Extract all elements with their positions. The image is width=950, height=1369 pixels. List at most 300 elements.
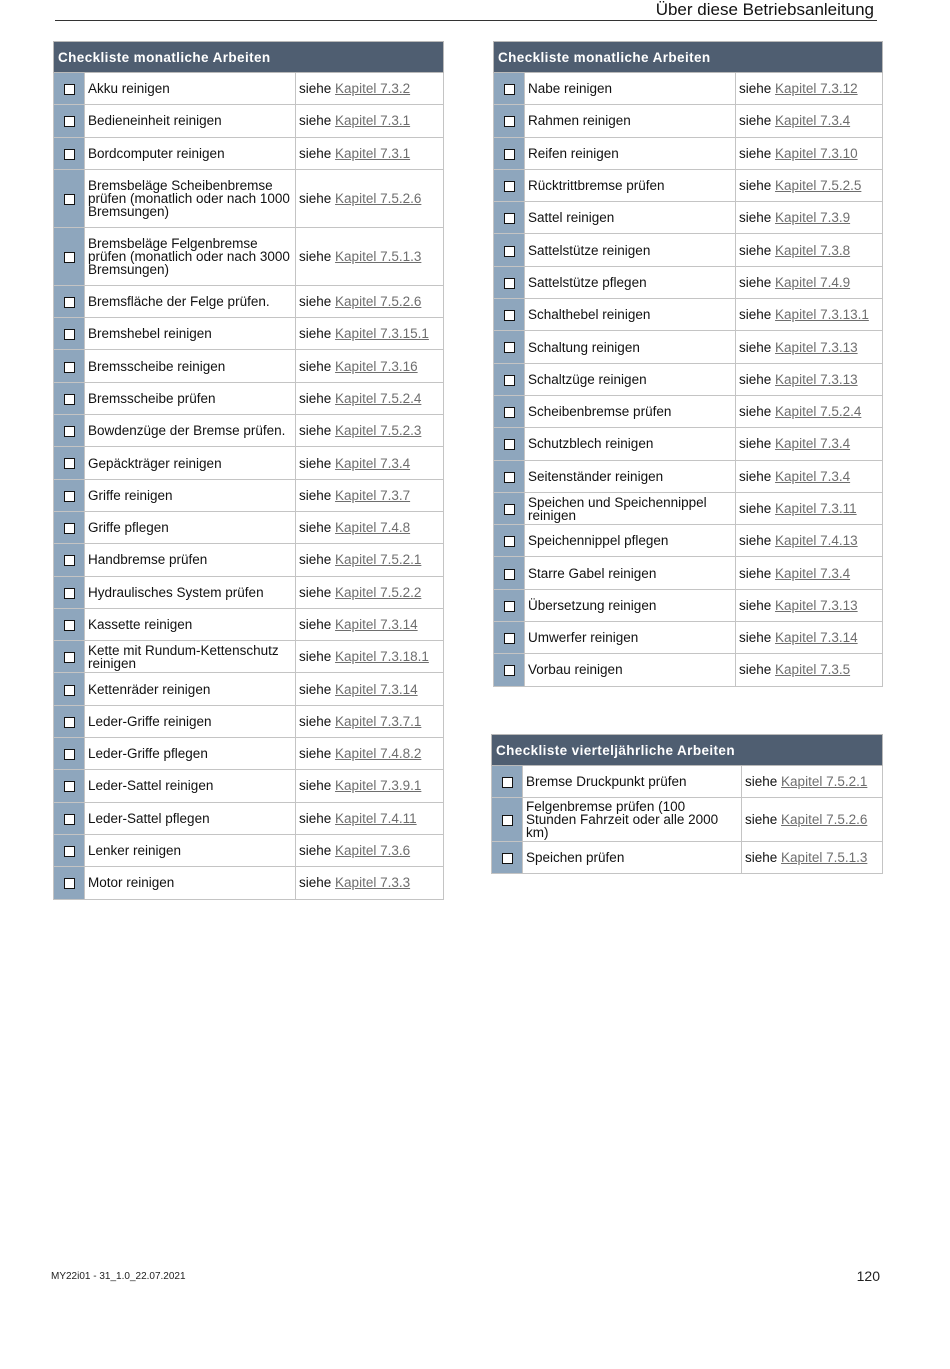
checkbox-icon[interactable] [64, 84, 75, 95]
reference-prefix: siehe [739, 404, 772, 420]
task-label: Leder-Griffe reinigen [85, 705, 296, 737]
checkbox-icon[interactable] [64, 878, 75, 889]
checkbox-cell [494, 266, 525, 298]
reference-cell [736, 299, 883, 331]
checkbox-cell [54, 382, 85, 414]
checkbox-cell [54, 137, 85, 169]
reference-prefix: siehe [299, 746, 332, 762]
chapter-link[interactable]: Kapitel 7.5.1.3 [335, 248, 422, 264]
checkbox-icon[interactable] [64, 685, 75, 696]
reference-prefix: siehe [739, 468, 772, 484]
checkbox-cell [54, 350, 85, 382]
reference-prefix: siehe [739, 597, 772, 613]
checklist-row [54, 770, 444, 802]
reference-prefix: siehe [739, 81, 772, 97]
reference-cell [736, 363, 883, 395]
reference-cell [742, 798, 883, 842]
checkbox-cell [54, 318, 85, 350]
task-label: Griffe pflegen [85, 511, 296, 543]
checklist-row [54, 608, 444, 640]
task-label: Akku reinigen [85, 73, 296, 105]
checkbox-icon[interactable] [64, 652, 75, 663]
checkbox-icon[interactable] [64, 194, 75, 205]
chapter-link[interactable]: Kapitel 7.3.3 [335, 875, 411, 891]
checkbox-cell [54, 641, 85, 673]
checkbox-cell [54, 576, 85, 608]
task-label: Bremse Druckpunkt prüfen [523, 766, 742, 798]
reference-prefix: siehe [299, 810, 332, 826]
task-label: Speichennippel pflegen [525, 525, 736, 557]
checklist-row [54, 415, 444, 447]
chapter-link[interactable]: Kapitel 7.3.14 [335, 681, 418, 697]
reference-cell [296, 576, 444, 608]
task-label: Leder-Griffe pflegen [85, 738, 296, 770]
chapter-link[interactable]: Kapitel 7.4.8.2 [335, 746, 422, 762]
task-label: Felgenbremse prüfen (100 Stunden Fahrzeit oder alle 2000 km) [523, 798, 742, 842]
reference-prefix: siehe [739, 274, 772, 290]
reference-prefix: siehe [299, 113, 332, 129]
checkbox-cell [494, 589, 525, 621]
checklist-row [494, 73, 883, 105]
checkbox-icon[interactable] [64, 749, 75, 760]
chapter-link[interactable]: Kapitel 7.3.13 [775, 597, 858, 613]
checklist-row [494, 654, 883, 686]
checkbox-cell [54, 544, 85, 576]
reference-cell [736, 73, 883, 105]
checkbox-icon[interactable] [64, 329, 75, 340]
reference-cell [296, 479, 444, 511]
chapter-link[interactable]: Kapitel 7.3.2 [335, 81, 411, 97]
reference-prefix: siehe [745, 774, 778, 789]
reference-prefix: siehe [299, 681, 332, 697]
chapter-link[interactable]: Kapitel 7.5.2.1 [335, 552, 422, 568]
footer-doc-id: MY22i01 - 31_1.0_22.07.2021 [51, 1271, 186, 1282]
checkbox-icon[interactable] [64, 588, 75, 599]
task-label: Nabe reinigen [525, 73, 736, 105]
reference-cell [296, 834, 444, 866]
chapter-link[interactable]: Kapitel 7.3.4 [775, 113, 851, 129]
chapter-link[interactable]: Kapitel 7.3.9 [775, 210, 851, 226]
reference-prefix: siehe [299, 81, 332, 97]
checklist-row [494, 331, 883, 363]
task-label: Kettenräder reinigen [85, 673, 296, 705]
checkbox-cell [54, 73, 85, 105]
checkbox-cell [54, 447, 85, 479]
checkbox-icon[interactable] [64, 149, 75, 160]
checkbox-icon[interactable] [504, 504, 515, 515]
reference-prefix: siehe [299, 617, 332, 632]
reference-cell [296, 137, 444, 169]
checklist-title: Checkliste vierteljährliche Arbeiten [492, 735, 883, 766]
reference-cell [296, 447, 444, 479]
checklist-monthly-right [493, 41, 883, 687]
task-label: Griffe reinigen [85, 479, 296, 511]
checklist-row [494, 395, 883, 427]
checklist-row [494, 525, 883, 557]
reference-prefix: siehe [299, 875, 332, 891]
checklist-row [54, 227, 444, 285]
task-label: Sattelstütze pflegen [525, 266, 736, 298]
reference-prefix: siehe [739, 242, 772, 258]
chapter-link[interactable]: Kapitel 7.4.8 [335, 520, 411, 536]
reference-cell [296, 415, 444, 447]
task-label: Bremsbeläge Felgenbremse prüfen (monatlich oder nach 3000 Bremsungen) [85, 227, 296, 285]
chapter-link[interactable]: Kapitel 7.5.1.3 [781, 850, 868, 865]
reference-cell [736, 428, 883, 460]
reference-cell [296, 169, 444, 227]
task-label: Sattelstütze reinigen [525, 234, 736, 266]
chapter-link[interactable]: Kapitel 7.4.13 [775, 533, 858, 549]
chapter-link[interactable]: Kapitel 7.3.14 [775, 630, 858, 646]
checkbox-icon[interactable] [502, 777, 513, 788]
chapter-link[interactable]: Kapitel 7.3.4 [775, 468, 851, 484]
checklist-row [494, 557, 883, 589]
reference-cell [736, 234, 883, 266]
checkbox-cell [54, 105, 85, 137]
chapter-link[interactable]: Kapitel 7.3.18.1 [335, 649, 429, 665]
chapter-link[interactable]: Kapitel 7.3.13 [775, 371, 858, 387]
chapter-link[interactable]: Kapitel 7.3.13 [775, 339, 858, 355]
reference-prefix: siehe [299, 649, 332, 665]
checkbox-cell [54, 608, 85, 640]
checkbox-cell [494, 169, 525, 201]
reference-cell [296, 285, 444, 317]
reference-prefix: siehe [745, 850, 778, 865]
chapter-link[interactable]: Kapitel 7.3.15.1 [335, 326, 429, 342]
checklist-row [494, 105, 883, 137]
checkbox-cell [494, 331, 525, 363]
checkbox-icon[interactable] [64, 491, 75, 502]
reference-prefix: siehe [739, 662, 772, 678]
checkbox-icon[interactable] [504, 407, 515, 418]
chapter-link[interactable]: Kapitel 7.3.9.1 [335, 778, 422, 794]
chapter-link[interactable]: Kapitel 7.3.7.1 [335, 713, 422, 729]
chapter-link[interactable]: Kapitel 7.3.4 [775, 436, 851, 452]
checklist-row [492, 842, 883, 874]
checklist-row [54, 285, 444, 317]
reference-cell [296, 227, 444, 285]
checklist-title: Checkliste monatliche Arbeiten [494, 42, 883, 73]
checkbox-icon[interactable] [504, 213, 515, 224]
checkbox-icon[interactable] [64, 458, 75, 469]
reference-prefix: siehe [299, 145, 332, 161]
reference-cell [742, 766, 883, 798]
task-label: Schalthebel reinigen [525, 299, 736, 331]
task-label: Speichen prüfen [523, 842, 742, 874]
reference-prefix: siehe [299, 552, 332, 568]
reference-cell [296, 511, 444, 543]
reference-cell [736, 557, 883, 589]
checkbox-icon[interactable] [64, 523, 75, 534]
checkbox-icon[interactable] [504, 181, 515, 192]
chapter-link[interactable]: Kapitel 7.3.16 [335, 358, 418, 374]
checklist-row [54, 479, 444, 511]
task-label: Schaltung reinigen [525, 331, 736, 363]
checklist-row [54, 447, 444, 479]
checkbox-cell [494, 460, 525, 492]
checkbox-cell [54, 770, 85, 802]
checkbox-icon[interactable] [504, 375, 515, 386]
checkbox-icon[interactable] [504, 84, 515, 95]
reference-cell [296, 105, 444, 137]
checkbox-icon[interactable] [64, 362, 75, 373]
checkbox-cell [54, 169, 85, 227]
task-label: Starre Gabel reinigen [525, 557, 736, 589]
chapter-link[interactable]: Kapitel 7.3.10 [775, 145, 858, 161]
checkbox-cell [494, 428, 525, 460]
checkbox-cell [494, 557, 525, 589]
checkbox-cell [494, 395, 525, 427]
checklist-row [54, 802, 444, 834]
checklist-row [54, 641, 444, 673]
reference-prefix: siehe [739, 436, 772, 452]
task-label: Handbremse prüfen [85, 544, 296, 576]
chapter-link[interactable]: Kapitel 7.3.14 [335, 617, 418, 632]
chapter-link[interactable]: Kapitel 7.4.9 [775, 274, 851, 290]
task-label: Schutzblech reinigen [525, 428, 736, 460]
reference-prefix: siehe [739, 501, 772, 516]
page-header-title: Über diese Betriebsanleitung [655, 0, 874, 19]
reference-prefix: siehe [299, 294, 332, 310]
chapter-link[interactable]: Kapitel 7.5.2.6 [335, 190, 422, 206]
reference-prefix: siehe [299, 455, 332, 471]
checkbox-icon[interactable] [504, 665, 515, 676]
checkbox-cell [54, 673, 85, 705]
checkbox-cell [54, 834, 85, 866]
checkbox-cell [494, 654, 525, 686]
header-rule [55, 20, 877, 21]
reference-cell [296, 673, 444, 705]
checkbox-icon[interactable] [504, 601, 515, 612]
chapter-link[interactable]: Kapitel 7.3.7 [335, 487, 411, 503]
reference-prefix: siehe [299, 190, 332, 206]
task-label: Rahmen reinigen [525, 105, 736, 137]
checkbox-icon[interactable] [64, 814, 75, 825]
checklist-row [54, 705, 444, 737]
reference-cell [296, 867, 444, 899]
chapter-link[interactable]: Kapitel 7.3.8 [775, 242, 851, 258]
chapter-link[interactable]: Kapitel 7.5.2.6 [781, 812, 868, 827]
reference-prefix: siehe [739, 113, 772, 129]
checkbox-cell [494, 202, 525, 234]
reference-cell [736, 105, 883, 137]
checkbox-cell [492, 766, 523, 798]
reference-cell [736, 395, 883, 427]
checkbox-cell [54, 802, 85, 834]
checklist-row [494, 622, 883, 654]
reference-prefix: siehe [299, 390, 332, 406]
reference-prefix: siehe [299, 584, 332, 600]
checklist-row [494, 492, 883, 524]
checkbox-icon[interactable] [64, 116, 75, 127]
checklist-row [494, 589, 883, 621]
checkbox-icon[interactable] [504, 116, 515, 127]
checklist-row [494, 428, 883, 460]
checkbox-icon[interactable] [64, 394, 75, 405]
task-label: Leder-Sattel reinigen [85, 770, 296, 802]
reference-prefix: siehe [739, 210, 772, 226]
checklist-row [54, 137, 444, 169]
task-label: Gepäckträger reinigen [85, 447, 296, 479]
task-label: Schaltzüge reinigen [525, 363, 736, 395]
task-label: Lenker reinigen [85, 834, 296, 866]
checklist-row [54, 169, 444, 227]
reference-prefix: siehe [745, 812, 778, 827]
checkbox-icon[interactable] [64, 297, 75, 308]
checkbox-icon[interactable] [504, 536, 515, 547]
task-label: Sattel reinigen [525, 202, 736, 234]
chapter-link[interactable]: Kapitel 7.3.13.1 [775, 307, 869, 323]
chapter-link[interactable]: Kapitel 7.3.11 [775, 501, 857, 516]
chapter-link[interactable]: Kapitel 7.5.2.4 [775, 404, 862, 420]
chapter-link[interactable]: Kapitel 7.3.12 [775, 81, 858, 97]
chapter-link[interactable]: Kapitel 7.5.2.3 [335, 423, 422, 439]
checkbox-cell [54, 285, 85, 317]
checkbox-icon[interactable] [504, 439, 515, 450]
checkbox-icon[interactable] [64, 252, 75, 263]
checkbox-icon[interactable] [504, 246, 515, 257]
checkbox-icon[interactable] [504, 278, 515, 289]
task-label: Scheibenbremse prüfen [525, 395, 736, 427]
chapter-link[interactable]: Kapitel 7.5.2.4 [335, 390, 422, 406]
checkbox-cell [54, 415, 85, 447]
reference-prefix: siehe [299, 423, 332, 439]
chapter-link[interactable]: Kapitel 7.3.1 [335, 113, 411, 129]
chapter-link[interactable]: Kapitel 7.3.6 [335, 843, 411, 859]
checkbox-cell [54, 511, 85, 543]
reference-cell [742, 842, 883, 874]
reference-cell [736, 654, 883, 686]
checkbox-icon[interactable] [504, 569, 515, 580]
reference-prefix: siehe [739, 371, 772, 387]
checkbox-cell [54, 738, 85, 770]
checkbox-cell [494, 137, 525, 169]
checkbox-icon[interactable] [64, 620, 75, 631]
checkbox-icon[interactable] [64, 717, 75, 728]
reference-prefix: siehe [299, 326, 332, 342]
chapter-link[interactable]: Kapitel 7.5.2.6 [335, 294, 422, 310]
chapter-link[interactable]: Kapitel 7.5.2.5 [775, 178, 862, 194]
checkbox-icon[interactable] [504, 342, 515, 353]
checkbox-cell [494, 234, 525, 266]
task-label: Reifen reinigen [525, 137, 736, 169]
reference-prefix: siehe [299, 358, 332, 374]
chapter-link[interactable]: Kapitel 7.4.11 [335, 810, 417, 826]
checkbox-cell [494, 105, 525, 137]
checkbox-cell [494, 622, 525, 654]
checklist-row [54, 382, 444, 414]
reference-cell [296, 802, 444, 834]
checkbox-icon[interactable] [64, 781, 75, 792]
reference-prefix: siehe [739, 339, 772, 355]
checkbox-icon[interactable] [64, 555, 75, 566]
chapter-link[interactable]: Kapitel 7.3.4 [335, 455, 411, 471]
reference-cell [736, 169, 883, 201]
checklist-title: Checkliste monatliche Arbeiten [54, 42, 444, 73]
reference-cell [736, 137, 883, 169]
checklist-row [54, 511, 444, 543]
checklist-row [494, 202, 883, 234]
checklist-row [54, 576, 444, 608]
reference-cell [296, 382, 444, 414]
reference-prefix: siehe [299, 778, 332, 794]
reference-cell [736, 589, 883, 621]
chapter-link[interactable]: Kapitel 7.3.4 [775, 565, 851, 581]
task-label: Kette mit Rundum-Kettenschutz reinigen [85, 641, 296, 673]
checkbox-icon[interactable] [504, 149, 515, 160]
chapter-link[interactable]: Kapitel 7.5.2.1 [781, 774, 868, 789]
reference-prefix: siehe [299, 520, 332, 536]
page-number: 120 [856, 1268, 880, 1284]
checkbox-icon[interactable] [64, 426, 75, 437]
checkbox-cell [54, 705, 85, 737]
checkbox-cell [494, 492, 525, 524]
reference-prefix: siehe [299, 487, 332, 503]
checkbox-icon[interactable] [502, 815, 513, 826]
checkbox-cell [492, 842, 523, 874]
checkbox-icon[interactable] [504, 633, 515, 644]
checkbox-cell [492, 798, 523, 842]
checklist-row [494, 234, 883, 266]
task-label: Bremsbeläge Scheibenbremse prüfen (monatlich oder nach 1000 Bremsungen) [85, 169, 296, 227]
reference-prefix: siehe [299, 713, 332, 729]
chapter-link[interactable]: Kapitel 7.3.1 [335, 145, 411, 161]
reference-cell [296, 770, 444, 802]
checkbox-icon[interactable] [504, 310, 515, 321]
task-label: Bordcomputer reinigen [85, 137, 296, 169]
reference-cell [736, 460, 883, 492]
checklist-row [54, 738, 444, 770]
reference-prefix: siehe [739, 565, 772, 581]
checklist-row [54, 673, 444, 705]
task-label: Seitenständer reinigen [525, 460, 736, 492]
task-label: Rücktrittbremse prüfen [525, 169, 736, 201]
checkbox-cell [54, 867, 85, 899]
reference-prefix: siehe [739, 533, 772, 549]
checkbox-cell [54, 479, 85, 511]
checklist-monthly-left [53, 41, 444, 900]
checklist-row [492, 798, 883, 842]
task-label: Kassette reinigen [85, 608, 296, 640]
chapter-link[interactable]: Kapitel 7.3.5 [775, 662, 851, 678]
checkbox-icon[interactable] [504, 472, 515, 483]
reference-prefix: siehe [739, 178, 772, 194]
reference-cell [296, 318, 444, 350]
reference-cell [736, 525, 883, 557]
reference-cell [296, 544, 444, 576]
reference-cell [296, 608, 444, 640]
checklist-row [54, 318, 444, 350]
reference-prefix: siehe [299, 843, 332, 859]
checklist-row [492, 766, 883, 798]
checklist-row [494, 460, 883, 492]
task-label: Leder-Sattel pflegen [85, 802, 296, 834]
task-label: Bowdenzüge der Bremse prüfen. [85, 415, 296, 447]
task-label: Bremsfläche der Felge prüfen. [85, 285, 296, 317]
task-label: Bremshebel reinigen [85, 318, 296, 350]
checkbox-cell [494, 73, 525, 105]
checkbox-icon[interactable] [502, 853, 513, 864]
reference-cell [296, 350, 444, 382]
checklist-row [54, 834, 444, 866]
reference-cell [296, 641, 444, 673]
reference-cell [296, 738, 444, 770]
checklist-row [494, 299, 883, 331]
checkbox-icon[interactable] [64, 846, 75, 857]
chapter-link[interactable]: Kapitel 7.5.2.2 [335, 584, 422, 600]
task-label: Hydraulisches System prüfen [85, 576, 296, 608]
reference-cell [736, 331, 883, 363]
